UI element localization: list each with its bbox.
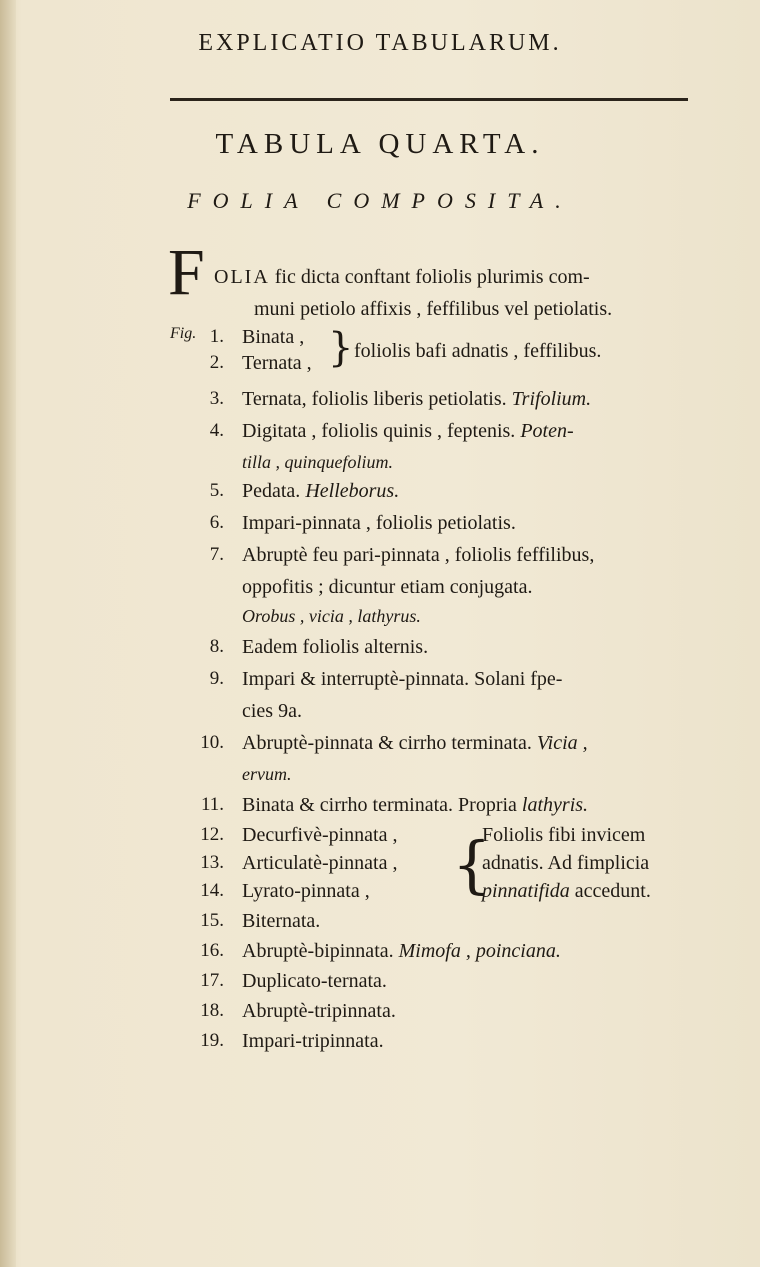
item-number: 12. xyxy=(200,824,224,845)
item-number: 1. xyxy=(209,326,224,347)
item-text xyxy=(242,480,399,503)
item-text: Impari & interruptè-pinnata. Solani fpe- xyxy=(242,668,563,690)
item-number: 9. xyxy=(209,668,224,689)
item-body: Abruptè-pinnata & cirrho terminata. xyxy=(242,732,532,754)
item-text: Abruptè feu pari-pinnata , foliolis feffilibus, xyxy=(242,544,595,566)
item-number: 14. xyxy=(200,880,224,901)
item-continuation: oppofitis ; dicuntur etiam conjugata. xyxy=(242,576,533,598)
item-text: Articulatè-pinnata , xyxy=(242,852,398,874)
fig-label: Fig. xyxy=(170,325,197,342)
item-number: 19. xyxy=(200,1030,224,1051)
item-continuation: Orobus , vicia , lathyrus. xyxy=(242,606,421,626)
item-number: 5. xyxy=(209,480,224,501)
item-italic: Trifolium. xyxy=(511,388,592,410)
item-text: Duplicato-ternata. xyxy=(242,970,387,992)
item-number: 16. xyxy=(200,940,224,961)
item-text: Binata , xyxy=(242,326,305,348)
item-number: 3. xyxy=(209,388,224,409)
item-number: 6. xyxy=(209,512,224,533)
item-italic: Helleborus. xyxy=(305,480,400,502)
item-text: Ternata , xyxy=(242,352,312,374)
brace-text-line-3 xyxy=(482,880,651,903)
item-continuation: cies 9a. xyxy=(242,700,302,722)
item-body: Abruptè-bipinnata. xyxy=(242,940,394,962)
item-number: 18. xyxy=(200,1000,224,1021)
item-number: 17. xyxy=(200,970,224,991)
item-text xyxy=(242,794,588,817)
item-continuation: ervum. xyxy=(242,764,292,784)
item-text: Abruptè-tripinnata. xyxy=(242,1000,396,1022)
item-number: 7. xyxy=(209,544,224,565)
intro-line-2: muni petiolo affixis , feffilibus vel petiolatis. xyxy=(254,298,613,320)
item-body: Digitata , foliolis quinis , feptenis. xyxy=(242,420,516,442)
brace-text-line-1: Foliolis fibi invicem xyxy=(482,824,646,846)
item-number: 11. xyxy=(200,794,224,815)
item-number: 15. xyxy=(200,910,224,931)
item-text xyxy=(242,388,591,411)
header-rule xyxy=(170,98,688,101)
item-body: Ternata, foliolis liberis petiolatis. xyxy=(242,388,507,410)
item-number: 10. xyxy=(200,732,224,753)
item-body: Binata & cirrho terminata. Propria xyxy=(242,794,517,816)
item-text: Impari-tripinnata. xyxy=(242,1030,384,1052)
drop-cap: F xyxy=(168,236,205,309)
item-number: 4. xyxy=(209,420,224,441)
item-text: Impari-pinnata , foliolis petiolatis. xyxy=(242,512,516,534)
item-text: Biternata. xyxy=(242,910,321,932)
intro-first-word: OLIA xyxy=(214,266,270,288)
brace-body: accedunt. xyxy=(574,880,651,902)
running-head: EXPLICATIO TABULARUM. xyxy=(198,30,562,56)
item-number: 2. xyxy=(209,352,224,373)
item-body: Pedata. xyxy=(242,480,301,502)
intro-line-1 xyxy=(214,266,590,289)
item-text xyxy=(242,420,574,443)
brace-icon: } xyxy=(328,325,354,371)
intro-line-1-text: fic dicta conftant foliolis plurimis com- xyxy=(274,266,590,288)
section-subtitle: FOLIA COMPOSITA. xyxy=(187,188,573,213)
brace-text: foliolis bafi adnatis , feffilibus. xyxy=(354,340,602,362)
item-text: Lyrato-pinnata , xyxy=(242,880,370,902)
item-italic: Vicia , xyxy=(536,732,588,754)
brace-italic: pinnatifida xyxy=(482,880,570,902)
item-italic: Mimofa , poinciana. xyxy=(398,940,561,962)
brace-text-line-2: adnatis. Ad fimplicia xyxy=(482,852,650,874)
item-continuation: tilla , quinquefolium. xyxy=(242,452,393,472)
item-text: Decurfivè-pinnata , xyxy=(242,824,398,846)
item-text: Eadem foliolis alternis. xyxy=(242,636,429,658)
page-title: TABULA QUARTA. xyxy=(215,128,545,160)
item-italic: Poten- xyxy=(520,420,574,442)
item-number: 13. xyxy=(200,852,224,873)
item-text xyxy=(242,732,588,755)
brace-icon: { xyxy=(452,828,492,901)
item-italic: lathyris. xyxy=(521,794,589,816)
item-number: 8. xyxy=(209,636,224,657)
item-text xyxy=(242,940,561,963)
